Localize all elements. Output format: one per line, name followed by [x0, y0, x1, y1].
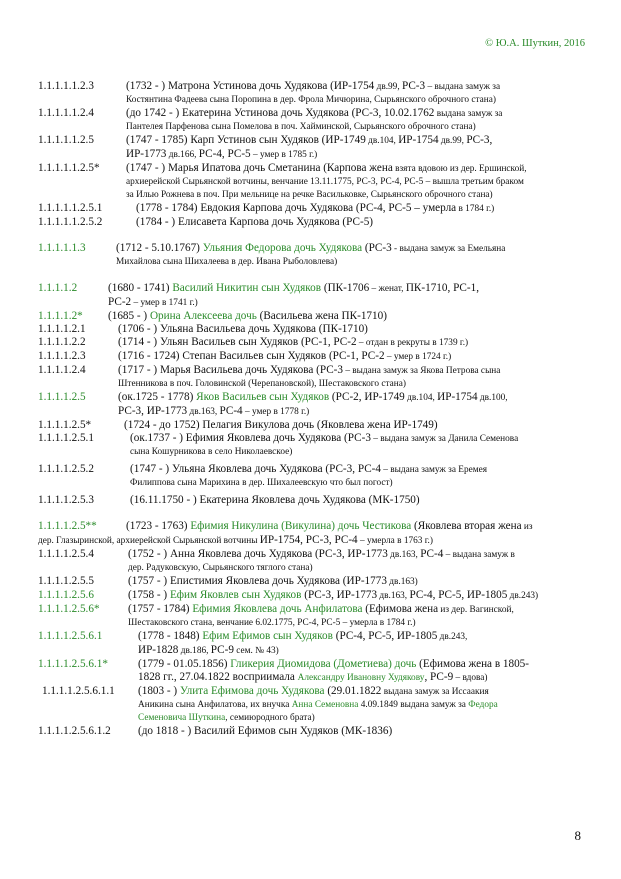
- list-item: 1.1.1.1.2.5.6.1.1 (1803 - ) Улита Ефимова дочь Худякова (29.01.1822 выдана замуж за Иссаакия: [42, 685, 489, 697]
- person-name: Ефимия Никулина (Викулина) дочь Честикова: [190, 520, 412, 532]
- genealogy-list: 1.1.1.1.1.2.3 (1732 - ) Матрона Устинова дочь Худякова (ИР-1754 дв.99, РС-3 – выдана замуж за Костянтина Фадеева сына Поропина в дер. Фрола Мичюрина, Сырьянского оброчного стана) 1.1.1.1.1.2.4 (до 1742 - ) Екатерина Устинова дочь Худякова (РС-3, 10.02.1762 выдана замуж за Пантелея Парфенова сына Помелова в поч. Хайминской, Сырьянского оброчного стана) 1.1.1.1.1.2.5 (1747 - 1785) Карп Устинов сын Худяков (ИР-1749 дв.104, ИР-1754 дв.99, РС-3, ИР-1773 дв.166, РС-4, РС-5 – умер в 1785 г.) 1.1.1.1.1.2.5* (1747 - ) Марья Ипатова дочь Сметанина (Карпова жена взята вдовою из дер. Ершинской, архиерейской Сырьянской вотчины, венчание 13.11.1775, РС-3, РС-4, РС-5 – вышла третьим браком за Илью Рожнева в поч. При мельнице на речке Васильковке, Сырьянского оброчного стана) 1.1.1.1.1.2.5.1 (1778 - 1784) Евдокия Карпова дочь Худякова (РС-4, РС-5 – умерла в 1784 г.) 1.1.1.1.1.2.5.2 (1784 - ) Елисавета Карпова дочь Худякова (РС-5) 1.1.1.1.1.3 (1712 - 5.10.1767) Ульяния Федорова дочь Худякова (РС-3 - выдана замуж за Емельяна Михайлова сына Шихалеева в дер. Ивана Рыболовлева) 1.1.1.1.2 (1680 - 1741) Василий Никитин сын Худяков (ПК-1706 – женат, ПК-1710, РС-1, РС-2 – умер в 1741 г.) 1.1.1.1.2* (1685 - ) Орина Алексеева дочь (Васильева жена ПК-1710) 1.1.1.1.2.1 (1706 - ) Ульяна Васильева дочь Худякова (ПК-1710) 1.1.1.1.2.2 (1714 - ) Ульян Васильев сын Худяков (РС-1, РС-2 – отдан в рекруты в 1739 г.) 1.1.1.1.2.3 (1716 - 1724) Степан Васильев сын Худяков (РС-1, РС-2 – умер в 1724 г.) 1.1.1.1.2.4 (1717 - ) Марья Васильева дочь Худякова (РС-3 – выдана замуж за Якова Петрова сына Штенникова в поч. Головинской (Черепановской), Шестаковского стана) 1.1.1.1.2.5 (ок.1725 - 1778) Яков Васильев сын Худяков (РС-2, ИР-1749 дв.104, ИР-1754 дв.100, РС-3, ИР-1773 дв.163, РС-4 – умер в 1778 г.) 1.1.1.1.2.5* (1724 - до 1752) Пелагия Викулова дочь (Яковлева жена ИР-1749) 1.1.1.1.2.5.1 (ок.1737 - ) Ефимия Яковлева дочь Худякова (РС-3 – выдана замуж за Данила Семенова сына Кошурникова в село Николаевское) 1.1.1.1.2.5.2 (1747 - ) Ульяна Яковлева дочь Худякова (РС-3, РС-4 – выдана замуж за Еремея Филиппова сына Марихина в дер. Шихалеевскую что был погост) 1.1.1.1.2.5.3 (16.11.1750 - ) Екатерина Яковлева дочь Худякова (МК-1750) 1.1.1.1.2.5** (1723 - 1763) Ефимия Никулина (Викулина) дочь Честикова (Яковлева вторая жена из дер. Глазыринской, архиерейской Сырьянской вотчины ИР-1754, РС-3, РС-4 – умерла в 1763 г.) 1.1.1.1.2.5.4 (1752 - ) Анна Яковлева дочь Худякова (РС-3, ИР-1773 дв.163, РС-4 – выдана замуж в дер. Радуковскую, Сырьянского тяглого стана) 1.1.1.1.2.5.5 (1757 - ) Епистимия Яковлева дочь Худякова (ИР-1773 дв.163) 1.1.1.1.2.5.6 (1758 - ) Ефим Яковлев сын Худяков (РС-3, ИР-1773 дв.163, РС-4, РС-5, ИР-1805 дв.243) 1.1.1.1.2.5.6* (1757 - 1784) Ефимия Яковлева дочь Анфилатова (Ефимова жена из дер. Вагинской, Шестаковского стана, венчание 6.02.1775, РС-4, РС-5 – умерла в 1784 г.) 1.1.1.1.2.5.6.1 (1778 - 1848) Ефим Ефимов сын Худяков (РС-4, РС-5, ИР-1805 дв.243, ИР-1828 дв.186, РС-9 сем. № 43) 1.1.1.1.2.5.6.1* (1779 - 01.05.1856) Гликерия Диомидова (Дометиева) дочь (Ефимова жена в 1805- 1828 гг., 27.04.1822 восприимала Александру Ивановну Худякову, РС-9 – вдова) 1.1.1.1.2.5.6.1.1 (1803 - ) Улита Ефимова дочь Худякова (29.01.1822 выдана замуж за Иссаакия Аникина сына Анфилатова, их внучка Анна Семеновна 4.09.1849 выдана замуж за Федора Семеновича Шуткина, семиюродного брата) 1.1.1.1.2.5.6.1.2 (до 1818 - ) Василий Ефимов сын Худяков (МК-1836): [38, 80, 591, 738]
- person-name: Яков Васильев сын Худяков: [196, 391, 330, 403]
- list-item: 1.1.1.1.1.3 (1712 - 5.10.1767) Ульяния Федорова дочь Худякова (РС-3 - выдана замуж за Емельяна: [38, 242, 506, 254]
- page-number: 8: [574, 828, 581, 843]
- person-name: Ефим Яковлев сын Худяков: [169, 589, 302, 601]
- list-item: 1.1.1.1.2* (1685 - ) Орина Алексеева дочь (Васильева жена ПК-1710): [38, 310, 387, 322]
- list-item: 1.1.1.1.2.5.3 (16.11.1750 - ) Екатерина Яковлева дочь Худякова (МК-1750): [38, 494, 420, 506]
- list-item: 1.1.1.1.2.4 (1717 - ) Марья Васильева дочь Худякова (РС-3 – выдана замуж за Якова Петрова сына: [38, 364, 501, 376]
- list-item: 1.1.1.1.1.2.5 (1747 - 1785) Карп Устинов сын Худяков (ИР-1749 дв.104, ИР-1754 дв.99, РС-3,: [38, 134, 493, 146]
- list-item: 1.1.1.1.2.5.4 (1752 - ) Анна Яковлева дочь Худякова (РС-3, ИР-1773 дв.163, РС-4 – выдана замуж в: [38, 548, 515, 560]
- list-item: 1.1.1.1.1.2.5.1 (1778 - 1784) Евдокия Карпова дочь Худякова (РС-4, РС-5 – умерла в 1784 г.): [38, 202, 495, 214]
- list-item: 1.1.1.1.2.5.6.1 (1778 - 1848) Ефим Ефимов сын Худяков (РС-4, РС-5, ИР-1805 дв.243,: [38, 630, 468, 642]
- list-item: 1.1.1.1.2.5.2 (1747 - ) Ульяна Яковлева дочь Худякова (РС-3, РС-4 – выдана замуж за Еремея: [38, 463, 488, 475]
- list-item: 1.1.1.1.2.5.6* (1757 - 1784) Ефимия Яковлева дочь Анфилатова (Ефимова жена из дер. Вагинской,: [38, 603, 514, 615]
- list-item: 1.1.1.1.1.2.3 (1732 - ) Матрона Устинова дочь Худякова (ИР-1754 дв.99, РС-3 – выдана замуж за: [38, 80, 501, 92]
- list-item: 1.1.1.1.1.2.5.2 (1784 - ) Елисавета Карпова дочь Худякова (РС-5): [38, 216, 374, 228]
- list-item: 1.1.1.1.2.5* (1724 - до 1752) Пелагия Викулова дочь (Яковлева жена ИР-1749): [38, 419, 438, 431]
- list-item: 1.1.1.1.2.5.1 (ок.1737 - ) Ефимия Яковлева дочь Худякова (РС-3 – выдана замуж за Данила Семенова: [38, 432, 519, 444]
- list-item: 1.1.1.1.2.5.6 (1758 - ) Ефим Яковлев сын Худяков (РС-3, ИР-1773 дв.163, РС-4, РС-5, ИР-1805 дв.243): [38, 589, 539, 601]
- entry-number: 1.1.1.1.1.2.3: [38, 80, 94, 92]
- list-item: 1.1.1.1.1.2.4 (до 1742 - ) Екатерина Устинова дочь Худякова (РС-3, 10.02.1762 выдана замуж за: [38, 107, 503, 119]
- list-item: 1.1.1.1.1.2.5* (1747 - ) Марья Ипатова дочь Сметанина (Карпова жена взята вдовою из дер. Ершинской,: [38, 162, 527, 174]
- person-name: Ефим Ефимов сын Худяков: [202, 630, 333, 642]
- list-item: 1.1.1.1.2.3 (1716 - 1724) Степан Васильев сын Худяков (РС-1, РС-2 – умер в 1724 г.): [38, 350, 452, 362]
- person-name: Василий Никитин сын Худяков: [172, 282, 322, 294]
- list-item: 1.1.1.1.2 (1680 - 1741) Василий Никитин сын Худяков (ПК-1706 – женат, ПК-1710, РС-1,: [38, 282, 480, 294]
- person-name: Улита Ефимова дочь Худякова: [179, 685, 325, 697]
- list-item: 1.1.1.1.2.5.6.1* (1779 - 01.05.1856) Гликерия Диомидова (Дометиева) дочь (Ефимова жена в 1805-: [38, 658, 529, 670]
- person-name: Орина Алексеева дочь: [149, 310, 257, 322]
- list-item: 1.1.1.1.2.2 (1714 - ) Ульян Васильев сын Худяков (РС-1, РС-2 – отдан в рекруты в 1739 г.): [38, 336, 469, 348]
- person-name: Ульяния Федорова дочь Худякова: [202, 242, 363, 254]
- list-item: 1.1.1.1.2.1 (1706 - ) Ульяна Васильева дочь Худякова (ПК-1710): [38, 323, 368, 335]
- person-name: Ефимия Яковлева дочь Анфилатова: [192, 603, 363, 615]
- list-item: 1.1.1.1.2.5 (ок.1725 - 1778) Яков Васильев сын Худяков (РС-2, ИР-1749 дв.104, ИР-1754 дв.100,: [38, 391, 508, 403]
- list-item: 1.1.1.1.2.5.6.1.2 (до 1818 - ) Василий Ефимов сын Худяков (МК-1836): [38, 725, 393, 737]
- person-name: Гликерия Диомидова (Дометиева) дочь: [230, 658, 417, 670]
- list-item: 1.1.1.1.2.5** (1723 - 1763) Ефимия Никулина (Викулина) дочь Честикова (Яковлева вторая жена из: [38, 520, 533, 532]
- copyright: © Ю.А. Шуткин, 2016: [485, 38, 585, 49]
- list-item: 1.1.1.1.2.5.5 (1757 - ) Епистимия Яковлева дочь Худякова (ИР-1773 дв.163): [38, 575, 418, 587]
